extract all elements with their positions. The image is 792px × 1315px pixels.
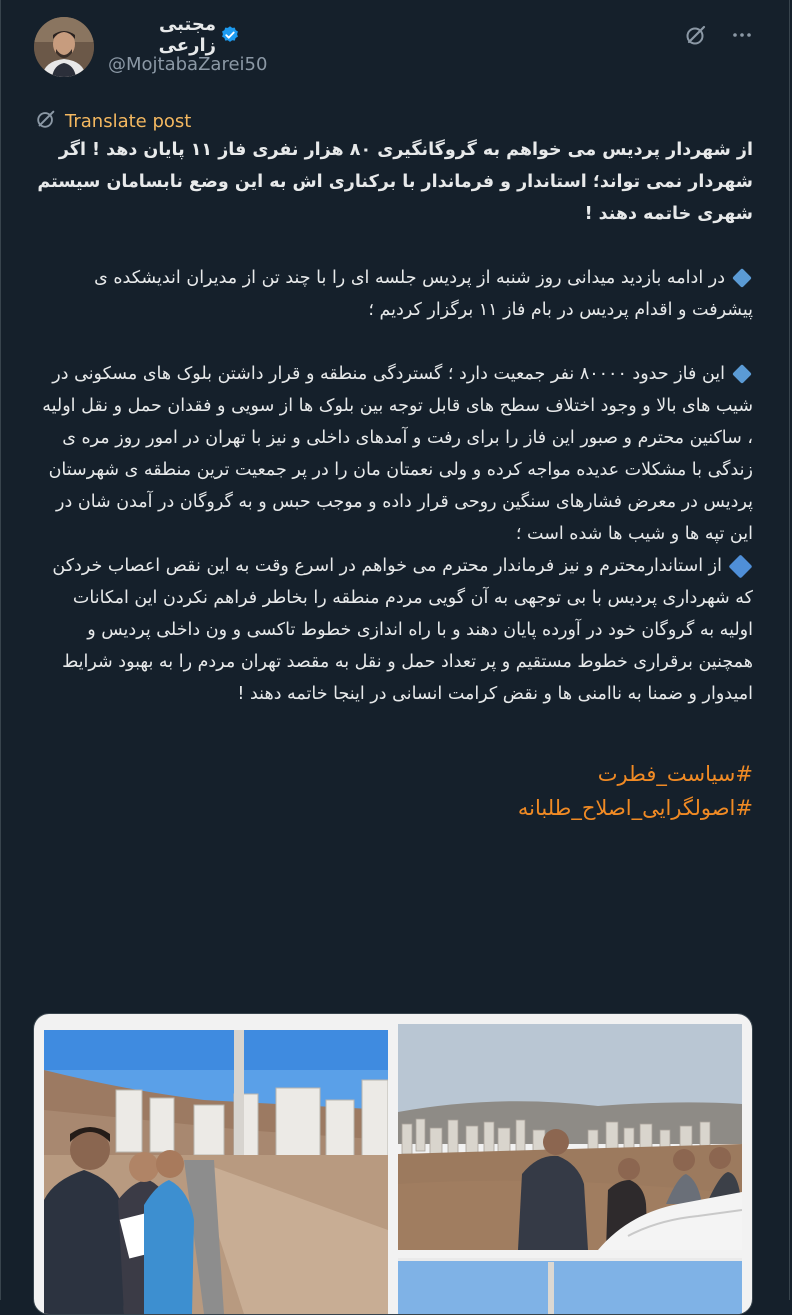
- post-body: [35, 134, 753, 826]
- verified-badge-icon: [220, 25, 240, 45]
- avatar[interactable]: [34, 17, 94, 77]
- blue-diamond-icon: [732, 268, 752, 288]
- post-headline: از شهردار پردیس می خواهم به گروگانگیری ۸۰ هزار نفری فاز ۱۱ پایان دهد ! اگر شهردار نمی تواند؛ استاندار و فرماندار با برکناری اش به این وضع نابسامان سیستم شهری خاتمه دهند !: [37, 140, 753, 224]
- hashtag-link[interactable]: #سیاست_فطرت: [597, 762, 753, 786]
- photo-3-partial[interactable]: [398, 1258, 742, 1315]
- media-grid: [33, 1013, 753, 1315]
- hashtag-line-1: [35, 758, 753, 792]
- translate-post-link[interactable]: [35, 108, 191, 134]
- author-name-row[interactable]: [106, 14, 240, 56]
- translate-icon: [35, 108, 57, 134]
- blue-diamond-icon: [732, 364, 752, 384]
- photo-2-hilltop-meeting[interactable]: [398, 1024, 742, 1250]
- paragraph-1-text: در ادامه بازدید میدانی روز شنبه از پردیس جلسه ای را با چند تن از مدیران اندیشکده ی پیشرفت و اقدام پردیس در بام فاز ۱۱ برگزار کردیم ؛: [94, 268, 753, 320]
- translate-label: Translate post: [65, 110, 192, 132]
- author-handle[interactable]: @MojtabaZarei50: [108, 54, 268, 75]
- grok-icon[interactable]: [683, 22, 709, 48]
- post-paragraph-2: [35, 358, 753, 550]
- hashtag-line-2: [35, 792, 753, 826]
- hashtag-link[interactable]: #اصولگرایی_اصلاح_طلبانه: [517, 796, 753, 820]
- paragraph-3-text: از استاندارمحترم و نیز فرماندار محترم می خواهم در اسرع وقت به این نقص اعصاب خردکن که شهرداری پردیس با بی توجهی به آن گویی مردم منطقه را بخاطر فراهم نکردن این امکانات اولیه به گروگان خود در آورده پایان دهند و با راه اندازی خطوط تاکسی و ون داخلی پردیس و همچنین برقراری خطوط مستقیم و پر تعداد حمل و نقل به مقصد تهران مردم را به بهبود شرایط امیدوار و ضمنا به ناامنی ها و نقض کرامت انسانی در اینجا خاتمه دهند !: [52, 556, 753, 704]
- paragraph-2-text: این فاز حدود ۸۰۰۰۰ نفر جمعیت دارد ؛ گستردگی منطقه و قرار داشتن بلوک های مسکونی در شیب های بالا و وجود اختلاف سطح های قابل توجه بین بلوک ها از سویی و فقدان حمل و نقل اولیه ، ساکنین محترم و صبور این فاز را برای رفت و آمدهای داخلی و نیز با تهران در امور روز مره ی زندگی با مشکلات عدیده مواجه کرده و ولی نعمتان مان را در پر جمعیت ترین منطقه ی شهرستان پردیس در معرض فشارهای سنگین روحی قرار داده و موجب حبس و به گروگان در آمدن شان در این تپه ها و شیب ها شده است ؛: [42, 364, 753, 544]
- post-paragraph-1: [35, 262, 753, 326]
- post-paragraph-3: [35, 550, 753, 710]
- post-actions-top: [683, 22, 755, 48]
- author-display-name: مجتبی زارعی: [158, 14, 216, 56]
- more-options-icon[interactable]: [729, 22, 755, 48]
- photo-1-site-visit[interactable]: [44, 1030, 388, 1314]
- blue-diamond-icon: [728, 554, 752, 578]
